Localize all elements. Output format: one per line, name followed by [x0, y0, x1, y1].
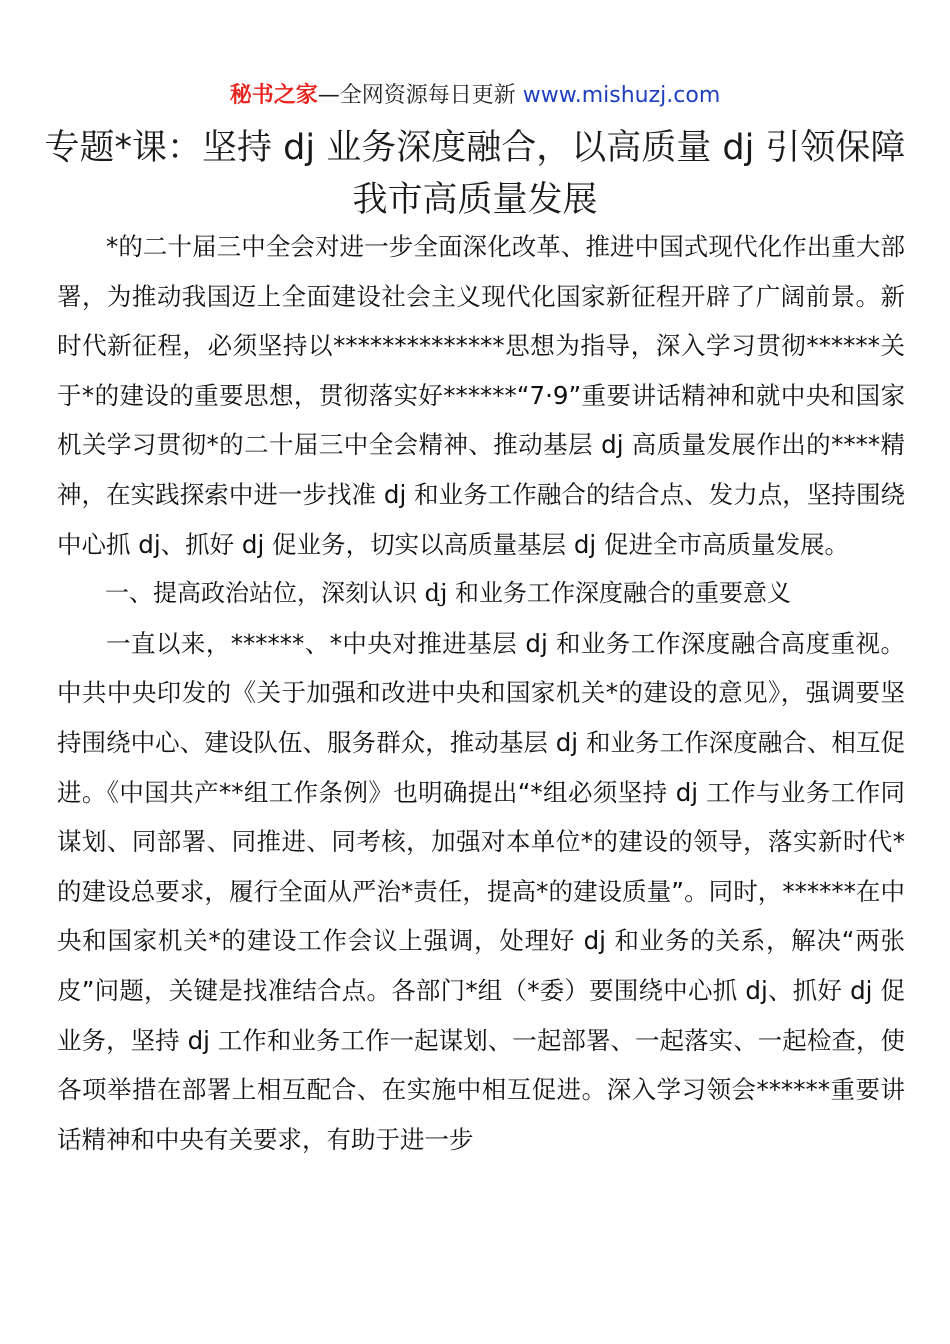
site-url-link[interactable]: www.mishuzj.com	[522, 83, 721, 108]
section-heading: 一、提高政治站位，深刻认识 dj 和业务工作深度融合的重要意义	[105, 579, 792, 608]
site-header	[0, 80, 950, 112]
document-title: 专题*课：坚持 dj 业务深度融合，以高质量 dj 引领保障我市高质量发展	[44, 128, 906, 220]
section-paragraph: 一直以来，******、*中央对推进基层 dj 和业务工作深度融合高度重视。中共中央印发的《关于加强和改进中央和国家机关*的建设的意见》，强调要坚持围绕中心、建设队伍、服务群众，推动基层 dj 和业务工作深度融合、相互促进。《中国共产**组工作条例》也明确提出“*组必须坚持 dj 工作与业务工作同谋划、同部署、同推进、同考核，加强对本单位*的建设的领导，落实新时代*的建设总要求，履行全面从严治*责任，提高*的建设质量”。同时，******在中央和国家机关*的建设工作会议上强调，处理好 dj 和业务的关系，解决“两张皮”问题，关键是找准结合点。各部门*组（*委）要围绕中心抓 dj、抓好 dj 促业务，坚持 dj 工作和业务工作一起谋划、一起部署、一起落实、一起检查，使各项举措在部署上相互配合、在实施中相互促进。深入学习领会******重要讲话精神和中央有关要求，有助于进一步	[57, 628, 905, 1154]
site-brand: 秘书之家	[229, 83, 318, 108]
document-body	[57, 222, 905, 1164]
intro-paragraph: *的二十届三中全会对进一步全面深化改革、推进中国式现代化作出重大部署，为推动我国迈上全面建设社会主义现代化国家新征程开辟了广阔前景。新时代新征程，必须坚持以**************思想为指导，深入学习贯彻******关于*的建设的重要思想，贯彻落实好******“7·9”重要讲话精神和就中央和国家机关学习贯彻*的二十届三中全会精神、推动基层 dj 高质量发展作出的****精神，在实践探索中进一步找准 dj 和业务工作融合的结合点、发力点，坚持围绕中心抓 dj、抓好 dj 促业务，切实以高质量基层 dj 促进全市高质量发展。	[57, 232, 905, 559]
site-tagline: —全网资源每日更新	[317, 83, 516, 108]
